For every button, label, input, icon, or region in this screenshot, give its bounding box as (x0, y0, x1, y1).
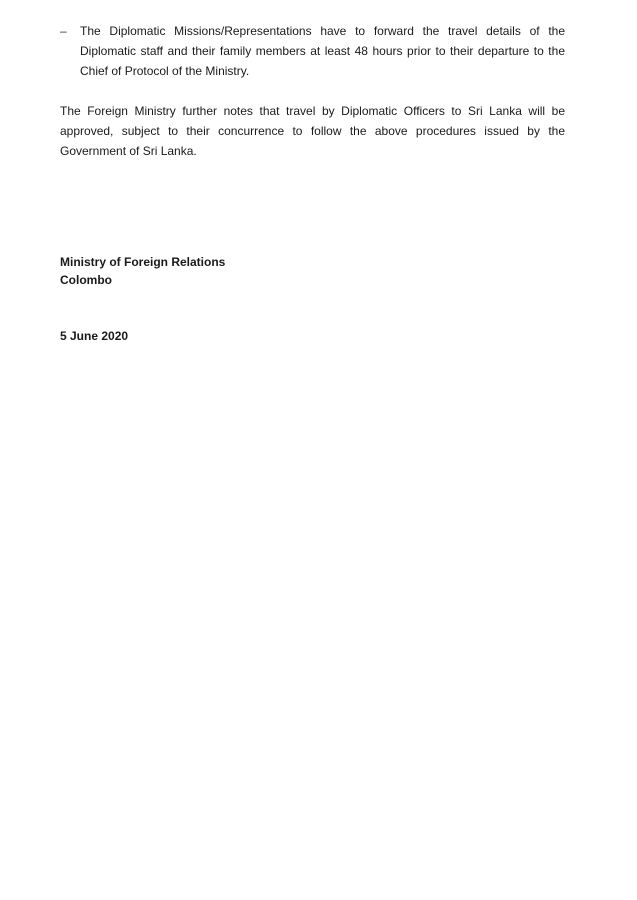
body-paragraph: The Foreign Ministry further notes that travel by Diplomatic Officers to Sri Lanka will be approved, subject to their concurrence to follow the above procedures issued by the Government of Sri Lanka. (60, 104, 565, 158)
bullet-text: The Diplomatic Missions/Representations have to forward the travel details of the Diplomatic staff and their family members at least 48 hours prior to their departure to the Chief of Protocol of the Ministry. (80, 24, 565, 78)
signature-organization: Ministry of Foreign Relations (60, 255, 226, 269)
document-date: 5 June 2020 (60, 329, 129, 343)
signature-city: Colombo (60, 273, 112, 287)
bullet-marker: – (60, 24, 67, 38)
